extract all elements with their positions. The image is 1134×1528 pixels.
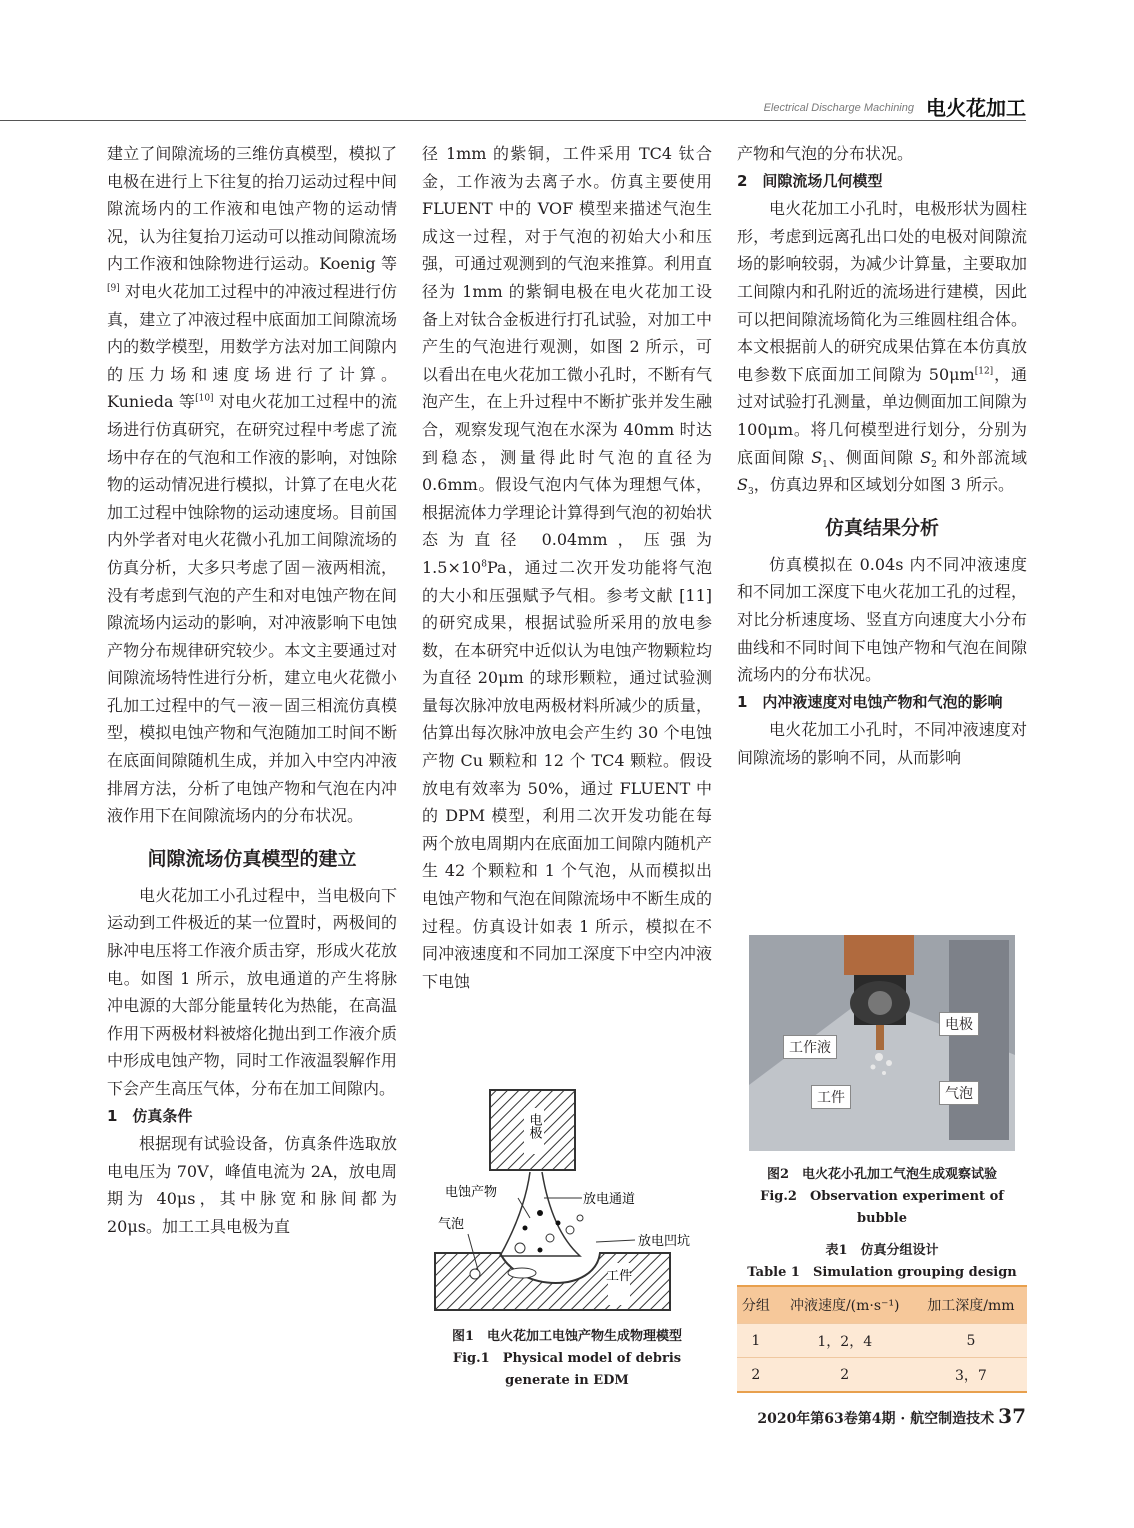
table-1 bbox=[737, 1285, 1027, 1393]
debris-label: 电蚀产物 bbox=[445, 1185, 498, 1200]
table-cell: 2 bbox=[737, 1358, 775, 1393]
photo-label-work: 工件 bbox=[811, 1085, 851, 1109]
table-cell: 5 bbox=[915, 1324, 1027, 1358]
electrode-label: 电极 bbox=[526, 1113, 542, 1139]
column-1 bbox=[107, 140, 397, 1241]
photo-label-electrode: 电极 bbox=[939, 1012, 979, 1036]
column-3 bbox=[737, 140, 1027, 771]
table-header-row bbox=[737, 1286, 1027, 1324]
table-cell: 1，2，4 bbox=[775, 1324, 915, 1358]
subsection-heading-flush-speed: 1 内冲液速度对电蚀产物和气泡的影响 bbox=[737, 692, 1003, 711]
table-header-cell: 冲液速度/(m·s⁻¹) bbox=[775, 1286, 915, 1324]
paragraph: 建立了间隙流场的三维仿真模型，模拟了电极在进行上下往复的抬刀运动过程中间隙流场内的工作液和电蚀产物的运动情况，认为往复抬刀运动可以推动间隙流场内工作液和蚀除物进行运动。Koenig 等[9] 对电火花加工过程中的冲液过程进行仿真，建立了冲液过程中底面加工间隙流场内的数学模型，用数学方法对加工间隙内的压力场和速度场进行了计算。Kunieda 等[10] 对电火花加工过程中的流场进行仿真研究，在研究过程中考虑了流场中存在的气泡和工作液的影响，对蚀除物的运动情况进行模拟，计算了在电火花加工过程中蚀除物的运动速度场。目前国内外学者对电火花微小孔加工间隙流场的仿真分析，大多只考虑了固－液两相流，没有考虑到气泡的产生和对电蚀产物在间隙流场内运动的影响，对冲液影响下电蚀产物分布规律研究较少。本文主要通过对间隙流场特性进行分析，建立电火花微小孔加工过程中的气－液－固三相流仿真模型，模拟电蚀产物和气泡随加工时间不断在底面间隙随机生成，并加入中空内冲液排屑方法，分析了电蚀产物和气泡在内冲液作用下在间隙流场内的分布状况。 bbox=[107, 144, 397, 826]
table-cell: 3，7 bbox=[915, 1358, 1027, 1393]
paragraph: 电火花加工小孔时，不同冲液速度对间隙流场的影响不同，从而影响 bbox=[737, 720, 1027, 767]
table-header-cell: 加工深度/mm bbox=[915, 1286, 1027, 1324]
running-header bbox=[0, 88, 1026, 121]
crater-label: 放电凹坑 bbox=[638, 1234, 691, 1249]
photo-label-bubble: 气泡 bbox=[939, 1081, 979, 1105]
paragraph: 产物和气泡的分布状况。 bbox=[737, 144, 914, 163]
table-header-cell: 分组 bbox=[737, 1286, 775, 1324]
table-row bbox=[737, 1358, 1027, 1393]
bubble-label: 气泡 bbox=[438, 1217, 465, 1232]
figure-1-diagram bbox=[430, 1088, 705, 1313]
figure-1-caption: 图1 电火花加工电蚀产物生成物理模型 Fig.1 Physical model of debris generate in EDM bbox=[451, 1329, 683, 1388]
subsection-heading-conditions: 1 仿真条件 bbox=[107, 1106, 193, 1125]
subsection-heading-geometry: 2 间隙流场几何模型 bbox=[737, 171, 883, 190]
paragraph: 电火花加工小孔时，电极形状为圆柱形，考虑到远离孔出口处的电极对间隙流场的影响较弱，为减少计算量，主要取加工间隙内和孔附近的流场进行建模，因此可以把间隙流场简化为三维圆柱组合体。本文根据前人的研究成果估算在本仿真放电参数下底面加工间隙为 50μm[12]，通过对试验打孔测量，单边侧面加工间隙为 100μm。将几何模型进行划分，分别为底面间隙 $S_1$、侧面间隙 $S_2$ 和外部流域 $S_3$，仿真边界和区域划分如图 3 所示。 bbox=[737, 199, 1027, 498]
table-row bbox=[737, 1324, 1027, 1358]
paragraph: 径 1mm 的紫铜，工件采用 TC4 钛合金，工作液为去离子水。仿真主要使用 FLUENT 中的 VOF 模型来描述气泡生成这一过程，对于气泡的初始大小和压强，可通过观测到的气泡来推算。利用直径为 1mm 的紫铜电极在电火花加工设备上对钛合金板进行打孔试验，对加工中产生的气泡进行观测，如图 2 所示，可以看出在电火花加工微小孔时，不断有气泡产生，在上升过程中不断扩张并发生融合，观察发现气泡在水深为 40mm 时达到稳态，测量得此时气泡的直径为 0.6mm。假设气泡内气体为理想气体，根据流体力学理论计算得到气泡的初始状态为直径 0.04mm，压强为 $1.5\times 10^8Pa$，通过二次开发功能将气泡的大小和压强赋予气相。参考文献 [11] 的研究成果，根据试验所采用的放电参数，在本研究中近似认为电蚀产物颗粒均为直径 20μm 的球形颗粒，通过试验测量每次脉冲放电两极材料所减少的质量，估算出每次脉冲放电会产生约 30 个电蚀产物 Cu 颗粒和 12 个 TC4 颗粒。假设放电有效率为 50%，通过 FLUENT 中的 DPM 模型，利用二次开发功能在每两个放电周期内在底面加工间隙内随机产生 42 个颗粒和 1 个气泡，从而模拟出电蚀产物和气泡在间隙流场中不断生成的过程。仿真设计如表 1 所示，模拟在不同冲液速度和不同加工深度下中空内冲液下电蚀 bbox=[422, 144, 712, 991]
table-cell: 2 bbox=[775, 1358, 915, 1393]
photo-label-fluid: 工作液 bbox=[783, 1035, 837, 1059]
journal-info: 2020年第63卷第4期 · 航空制造技术 bbox=[757, 1411, 995, 1427]
page-number: 37 bbox=[998, 1404, 1026, 1428]
workpiece bbox=[435, 1253, 670, 1310]
page-footer bbox=[730, 1404, 1026, 1428]
section-heading-results: 仿真结果分析 bbox=[824, 516, 939, 539]
table-cell: 1 bbox=[737, 1324, 775, 1358]
paragraph: 根据现有试验设备，仿真条件选取放电电压为 70V，峰值电流为 2A，放电周期为 40μs，其中脉宽和脉间都为 20μs。加工工具电极为直 bbox=[107, 1134, 397, 1236]
channel-label: 放电通道 bbox=[583, 1192, 636, 1207]
figure-2-caption: 图2 电火花小孔加工气泡生成观察试验 Fig.2 Observation experiment of bubble bbox=[760, 1167, 1004, 1226]
table-1-caption: 表1 仿真分组设计 Table 1 Simulation grouping design bbox=[747, 1243, 1017, 1280]
figure-2-photo bbox=[749, 935, 1015, 1151]
header-chinese: 电火花加工 bbox=[926, 96, 1026, 120]
section-heading-model: 间隙流场仿真模型的建立 bbox=[147, 847, 357, 870]
workpiece-label: 工件 bbox=[605, 1269, 633, 1284]
column-2 bbox=[422, 140, 712, 995]
header-english: Electrical Discharge Machining bbox=[763, 102, 914, 114]
paragraph: 仿真模拟在 0.04s 内不同冲液速度和不同加工深度下电火花加工孔的过程，对比分析速度场、竖直方向速度大小分布曲线和不同时间下电蚀产物和气泡在间隙流场内的分布状况。 bbox=[737, 554, 1027, 685]
paragraph: 电火花加工小孔过程中，当电极向下运动到工件极近的某一位置时，两极间的脉冲电压将工作液介质击穿，形成火花放电。如图 1 所示，放电通道的产生将脉冲电源的大部分能量转化为热能，在高温作用下两极材料被熔化抛出到工作液介质中形成电蚀产物，同时工作液温裂解作用下会产生高压气体，分布在加工间隙内。 bbox=[107, 885, 397, 1098]
